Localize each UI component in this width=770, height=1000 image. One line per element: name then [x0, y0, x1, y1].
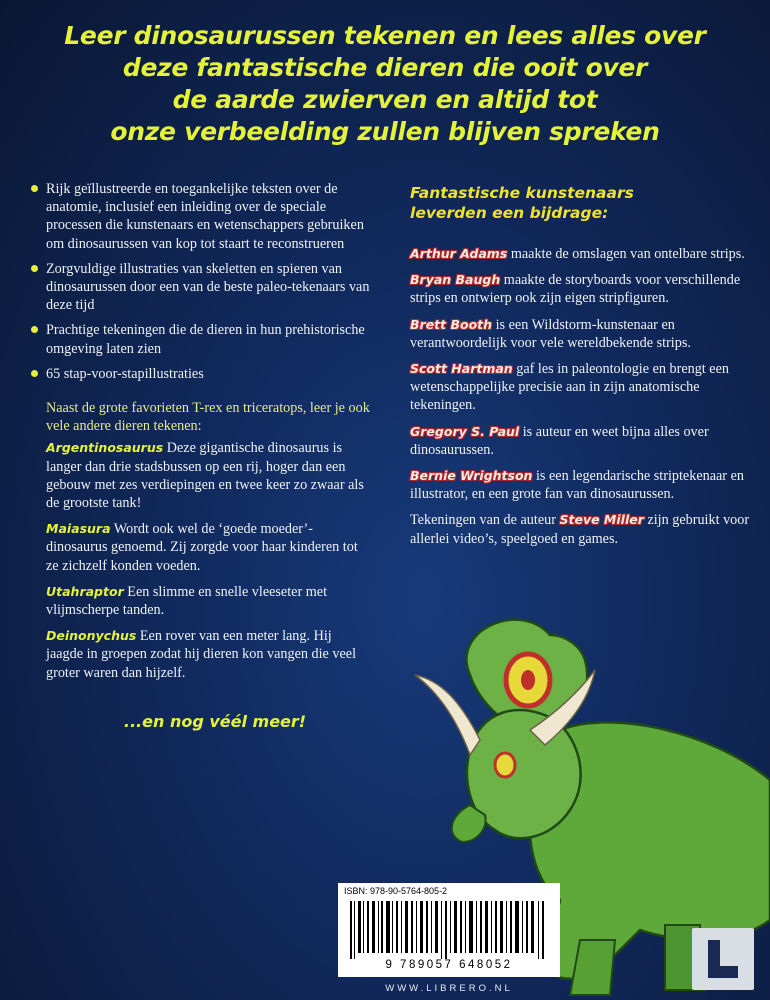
artist-name: Bryan Baugh: [410, 272, 501, 288]
feature-item: Rijk geïllustreerde en toegankelijke teksten over de anatomie, inclusief een inleiding over de speciale processen die kunstenaars en wetenschappers gebruiken om dinosaurussen van kop tot staart te reconstrueren: [30, 180, 370, 253]
dinosaur-name: Argentinosaurus: [46, 440, 164, 456]
author-name: Steve Miller: [559, 512, 644, 528]
dinosaur-entry: [46, 583, 370, 619]
artists-heading-line: leverden een bijdrage:: [410, 204, 609, 222]
artist-entry: [410, 423, 755, 459]
dinosaur-entry: [46, 439, 370, 512]
author-after: zijn gebruikt voor allerlei video’s, speelgoed en games.: [410, 512, 750, 547]
feature-item: Zorgvuldige illustraties van skeletten en spieren van dinosaurussen door een van de beste paleo-tekenaars van deze tijd: [30, 260, 370, 315]
barcode-panel: [338, 883, 560, 977]
artist-name: Arthur Adams: [410, 246, 508, 261]
headline-line: onze verbeelding zullen blijven spreken: [110, 117, 660, 146]
artist-description: maakte de storyboards voor verschillende strips en ontwierp ook zijn eigen stripfiguren.: [410, 272, 741, 307]
artist-entry: [410, 245, 755, 263]
artist-entry: [410, 467, 755, 503]
barcode-icon: [350, 901, 548, 959]
artist-description: is een Wildstorm-kunstenaar en verantwoordelijk voor vele wereldbekende strips.: [410, 316, 691, 351]
dinosaur-description: Een rover van een meter lang. Hij jaagde in groepen zodat hij dieren kon vangen die veel groter waren dan hijzelf.: [46, 628, 357, 681]
feature-list: [30, 180, 370, 383]
barcode-number: 9 789057 648052: [385, 959, 513, 971]
left-column: [30, 180, 370, 690]
dinosaur-entry: [46, 627, 370, 682]
feature-item: 65 stap-voor-stapillustraties: [30, 365, 370, 383]
dinosaur-name: Deinonychus: [46, 628, 137, 644]
artist-name: Scott Hartman: [410, 361, 513, 377]
headline: [20, 20, 750, 148]
feature-item: Prachtige tekeningen die de dieren in hun prehistorische omgeving laten zien: [30, 321, 370, 357]
dinosaur-name: Utahraptor: [46, 583, 124, 599]
dinosaur-entry: [46, 520, 370, 575]
artist-entry: [410, 271, 755, 307]
author-before: Tekeningen van de auteur: [410, 512, 556, 529]
headline-line: de aarde zwierven en altijd tot: [172, 85, 598, 114]
artist-description: is auteur en weet bijna alles over dinosaurussen.: [410, 423, 709, 458]
dinosaur-description: Deze gigantische dinosaurus is langer dan drie stadsbussen op een rij, hoger dan een gebouw met zes verdiepingen en twee keer zo zwaar als de grootste tank!: [46, 440, 364, 512]
headline-line: deze fantastische dieren die ooit over: [122, 53, 648, 82]
artists-heading-line: Fantastische kunstenaars: [410, 184, 634, 202]
artist-name: Gregory S. Paul: [410, 423, 520, 439]
letter-l-logo-foot: [708, 966, 738, 978]
artist-name: Bernie Wrightson: [410, 468, 533, 484]
artist-description: is een legendarische striptekenaar en illustrator, en een grote fan van dinosaurussen.: [410, 468, 744, 503]
dinosaur-description: Wordt ook wel de ‘goede moeder’-dinosaurus genoemd. Zij zorgde voor haar kinderen tot ze zichzelf konden voeden.: [46, 521, 358, 574]
right-column: [410, 183, 755, 556]
publisher-website: WWW.LIBRERO.NL: [385, 983, 513, 994]
more-tagline: ...en nog véél meer!: [123, 712, 307, 731]
author-entry: [410, 511, 755, 547]
dinosaur-intro: Naast de grote favorieten T-rex en triceratops, leer je ook vele andere dieren tekenen:: [46, 400, 370, 435]
artist-description: gaf les in paleontologie en brengt een wetenschappelijke precisie aan in zijn anatomische tekeningen.: [410, 361, 729, 414]
artist-description: maakte de omslagen van ontelbare strips.: [510, 246, 745, 262]
publisher-logo: [692, 928, 754, 990]
headline-line: Leer dinosaurussen tekenen en lees alles over: [64, 21, 706, 50]
artist-name: Brett Booth: [410, 316, 493, 332]
artist-entry: [410, 360, 755, 415]
dinosaur-name: Maiasura: [46, 521, 111, 537]
dinosaur-description: Een slimme en snelle vleeseter met vlijmscherpe tanden.: [46, 583, 328, 619]
artist-entry: [410, 316, 755, 352]
artists-heading: [410, 183, 755, 223]
isbn-label: ISBN: 978-90-5764-805-2: [344, 886, 448, 896]
